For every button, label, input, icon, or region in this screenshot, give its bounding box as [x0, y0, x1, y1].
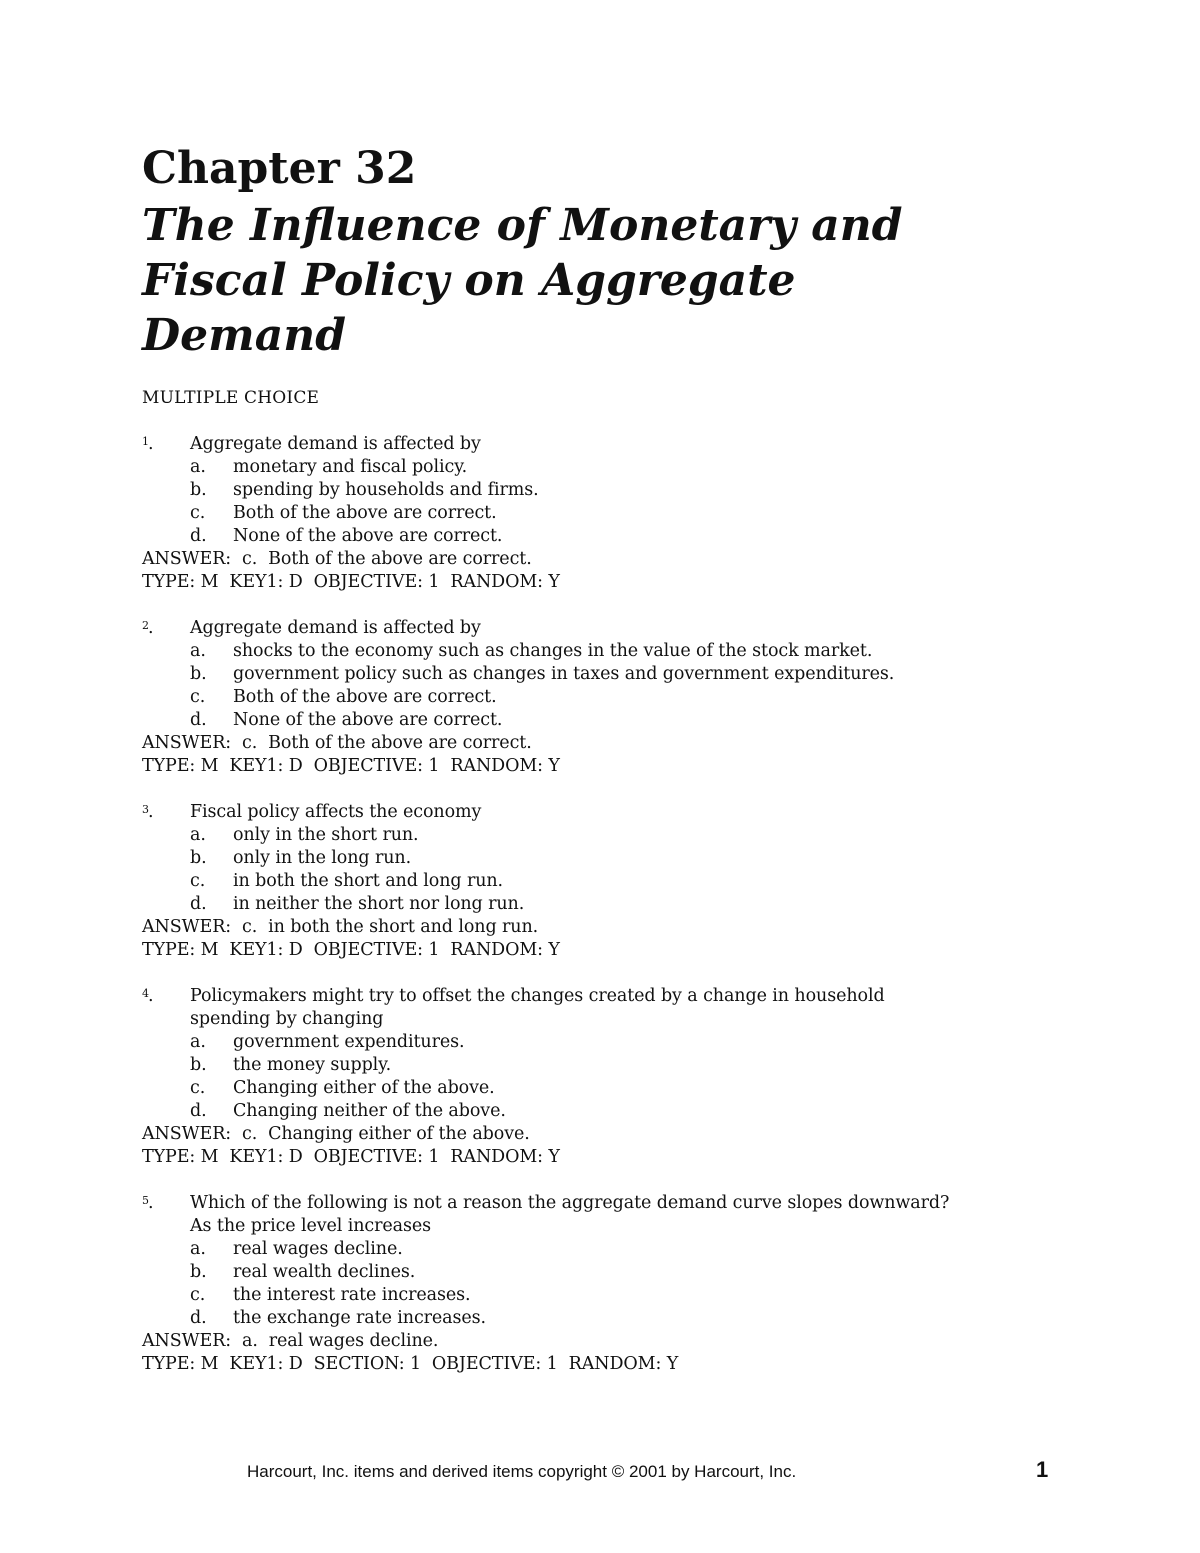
choice	[142, 1307, 1062, 1330]
type-line: TYPE: M KEY1: D OBJECTIVE: 1 RANDOM: Y	[142, 940, 560, 960]
choice	[142, 479, 1062, 502]
question	[142, 433, 1062, 594]
choice	[142, 1284, 1062, 1307]
choice-text: the interest rate increases.	[233, 1285, 471, 1305]
choice	[142, 709, 1062, 732]
choice-letter: b.	[190, 1262, 207, 1282]
choice-text: government policy such as changes in taxes and government expenditures.	[233, 664, 895, 684]
choice	[142, 893, 1062, 916]
choice-letter: b.	[190, 848, 207, 868]
choice-letter: a.	[190, 457, 206, 477]
choice-letter: c.	[190, 1285, 206, 1305]
choice-letter: a.	[190, 1239, 206, 1259]
choice-text: None of the above are correct.	[233, 526, 503, 546]
choice	[142, 686, 1062, 709]
choice	[142, 456, 1062, 479]
choice	[142, 502, 1062, 525]
answer-line: ANSWER: c. Changing either of the above.	[142, 1124, 530, 1144]
choice-letter: b.	[190, 1055, 207, 1075]
choice-letter: d.	[190, 1101, 207, 1121]
choice-text: real wages decline.	[233, 1239, 403, 1259]
answer-line: ANSWER: a. real wages decline.	[142, 1331, 439, 1351]
question-text: Aggregate demand is affected by	[190, 434, 481, 454]
document-page	[142, 140, 1062, 1399]
choice-text: None of the above are correct.	[233, 710, 503, 730]
answer-line: ANSWER: c. Both of the above are correct.	[142, 549, 532, 569]
question-stem: 3 . Fiscal policy affects the economy	[142, 801, 1062, 824]
type-line: TYPE: M KEY1: D OBJECTIVE: 1 RANDOM: Y	[142, 1147, 560, 1167]
choice-text: the exchange rate increases.	[233, 1308, 487, 1328]
question-stem: 2 . Aggregate demand is affected by	[142, 617, 1062, 640]
choice	[142, 1077, 1062, 1100]
choice-letter: d.	[190, 894, 207, 914]
chapter-number: Chapter 32	[142, 143, 417, 194]
choice-text: shocks to the economy such as changes in the value of the stock market.	[233, 641, 873, 661]
choice-letter: c.	[190, 1078, 206, 1098]
choice-text: in neither the short nor long run.	[233, 894, 525, 914]
choice	[142, 1238, 1062, 1261]
choice-letter: a.	[190, 1032, 206, 1052]
type-line: TYPE: M KEY1: D SECTION: 1 OBJECTIVE: 1 RANDOM: Y	[142, 1354, 679, 1374]
choice-text: monetary and fiscal policy.	[233, 457, 468, 477]
chapter-title-line: Fiscal Policy on Aggregate	[142, 255, 796, 306]
choice	[142, 525, 1062, 548]
choice	[142, 640, 1062, 663]
question-stem: 4 . Policymakers might try to offset the changes created by a change in household spending by changing	[142, 985, 1062, 1031]
choice-text: in both the short and long run.	[233, 871, 504, 891]
choice	[142, 1031, 1062, 1054]
choice-text: only in the short run.	[233, 825, 419, 845]
choice-letter: c.	[190, 503, 206, 523]
choice-letter: b.	[190, 480, 207, 500]
choice-letter: d.	[190, 710, 207, 730]
type-line: TYPE: M KEY1: D OBJECTIVE: 1 RANDOM: Y	[142, 572, 560, 592]
choice-text: the money supply.	[233, 1055, 392, 1075]
question-list	[142, 433, 1062, 1376]
chapter-title-line: The Influence of Monetary and	[142, 200, 903, 251]
choice-text: real wealth declines.	[233, 1262, 416, 1282]
choice-letter: d.	[190, 526, 207, 546]
choice	[142, 1100, 1062, 1123]
choice	[142, 824, 1062, 847]
question-number: 2	[142, 619, 149, 632]
question-text: Fiscal policy affects the economy	[190, 802, 482, 822]
chapter-title	[142, 198, 1062, 363]
chapter-title-line: Demand	[142, 310, 346, 361]
section-heading: MULTIPLE CHOICE	[142, 388, 320, 408]
choice-text: Both of the above are correct.	[233, 687, 497, 707]
choice	[142, 847, 1062, 870]
question-stem: 1 . Aggregate demand is affected by	[142, 433, 1062, 456]
question	[142, 1192, 1062, 1376]
answer-line: ANSWER: c. Both of the above are correct.	[142, 733, 532, 753]
choice-letter: b.	[190, 664, 207, 684]
question-text: As the price level increases	[190, 1216, 431, 1236]
choice-text: Both of the above are correct.	[233, 503, 497, 523]
question-stem: 5 . Which of the following is not a reason the aggregate demand curve slopes downward? As the price level increases	[142, 1192, 1062, 1238]
choice-text: Changing either of the above.	[233, 1078, 495, 1098]
page-number: 1	[1036, 1457, 1049, 1482]
choice	[142, 1261, 1062, 1284]
answer-line: ANSWER: c. in both the short and long run.	[142, 917, 539, 937]
choice-letter: a.	[190, 641, 206, 661]
choice-text: Changing neither of the above.	[233, 1101, 506, 1121]
question-text: Policymakers might try to offset the changes created by a change in household	[190, 986, 885, 1006]
choice	[142, 1054, 1062, 1077]
choice-letter: a.	[190, 825, 206, 845]
choice-text: spending by households and firms.	[233, 480, 539, 500]
question-number: 4	[142, 987, 149, 1000]
choice	[142, 870, 1062, 893]
question	[142, 617, 1062, 778]
choice-letter: d.	[190, 1308, 207, 1328]
choice-text: government expenditures.	[233, 1032, 465, 1052]
question-text: Which of the following is not a reason the aggregate demand curve slopes downward?	[190, 1193, 950, 1213]
question	[142, 985, 1062, 1169]
question-number: 5	[142, 1194, 149, 1207]
question-number: 1	[142, 435, 149, 448]
question-text: spending by changing	[190, 1009, 384, 1029]
question-text: Aggregate demand is affected by	[190, 618, 481, 638]
question-number: 3	[142, 803, 149, 816]
question	[142, 801, 1062, 962]
choice	[142, 663, 1062, 686]
choice-letter: c.	[190, 687, 206, 707]
type-line: TYPE: M KEY1: D OBJECTIVE: 1 RANDOM: Y	[142, 756, 560, 776]
choice-letter: c.	[190, 871, 206, 891]
copyright-notice: Harcourt, Inc. items and derived items copyright © 2001 by Harcourt, Inc.	[247, 1462, 797, 1481]
choice-text: only in the long run.	[233, 848, 412, 868]
